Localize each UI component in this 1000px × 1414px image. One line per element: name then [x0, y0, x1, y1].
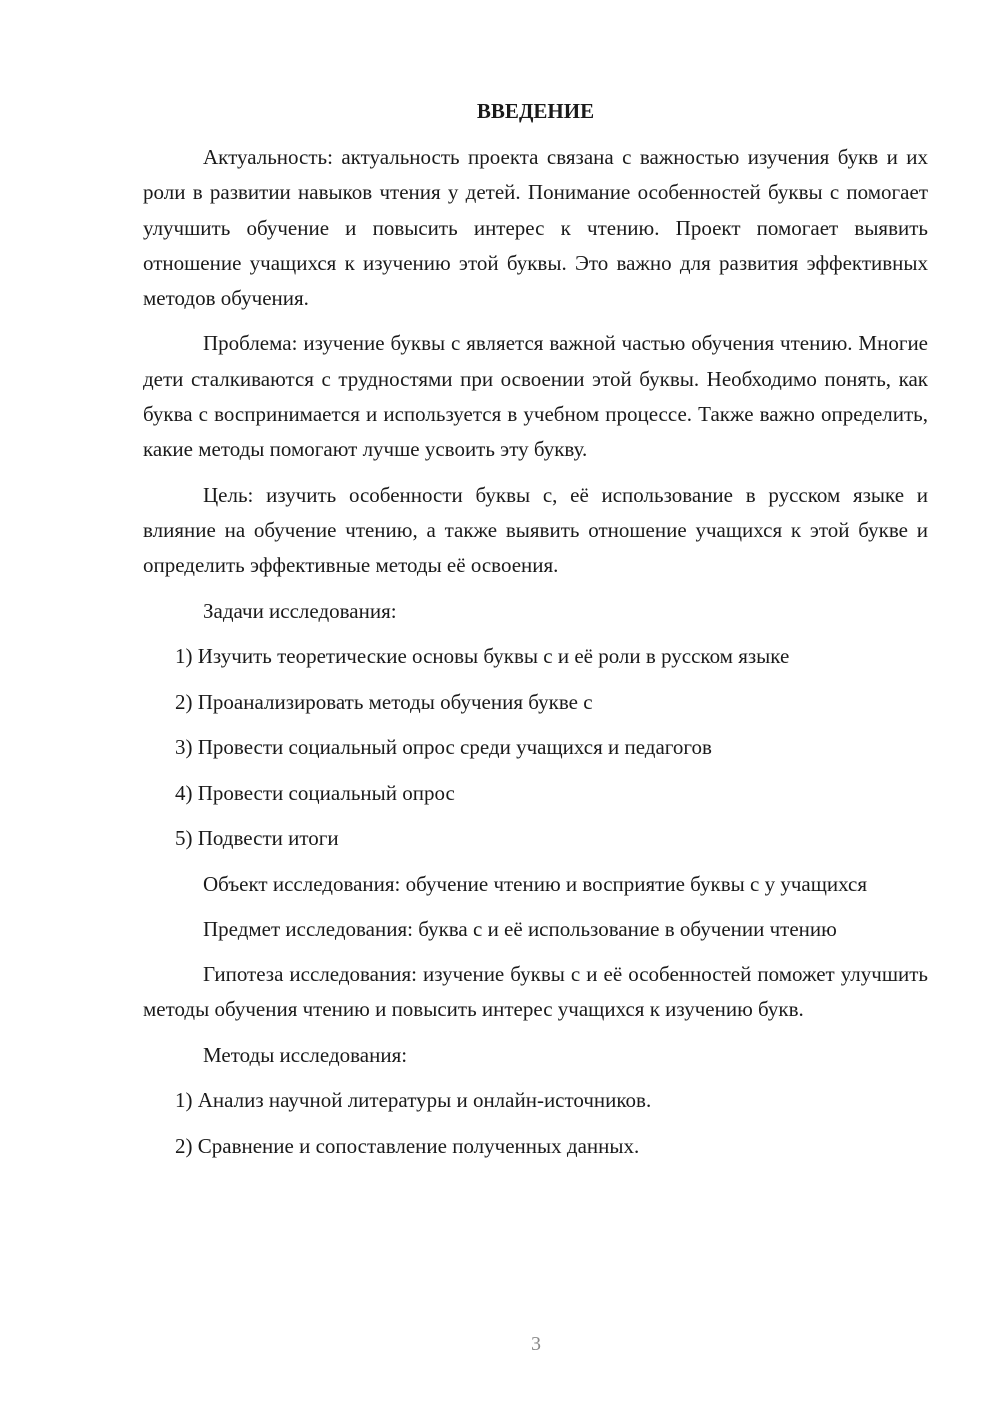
- hypothesis-paragraph: Гипотеза исследования: изучение буквы с и её особенностей поможет улучшить методы обучения чтению и повысить интерес учащихся к изучению букв.: [143, 962, 928, 1022]
- problem-paragraph: Проблема: изучение буквы с является важной частью обучения чтению. Многие дети сталкиваются с трудностями при освоении этой буквы. Необходимо понять, как буква с воспринимается и используется в учебном процессе. Также важно определить, какие методы помогают лучше усвоить эту букву.: [143, 331, 928, 462]
- methods-heading: Методы исследования:: [203, 1042, 408, 1067]
- subject-paragraph: Предмет исследования: буква с и её использование в обучении чтению: [203, 916, 837, 941]
- task-item: 1) Изучить теоретические основы буквы с и её роли в русском языке: [175, 644, 790, 669]
- task-item: 4) Провести социальный опрос: [175, 780, 455, 805]
- method-item: 1) Анализ научной литературы и онлайн-источников.: [175, 1088, 652, 1113]
- task-item: 5) Подвести итоги: [175, 826, 339, 851]
- relevance-paragraph: Актуальность: актуальность проекта связана с важностью изучения букв и их роли в развитии навыков чтения у детей. Понимание особенностей буквы с помогает улучшить обучение и повысить интерес к чтению. Проект помогает выявить отношение учащихся к изучению этой буквы. Это важно для развития эффективных методов обучения.: [143, 145, 928, 311]
- task-item: 3) Провести социальный опрос среди учащихся и педагогов: [175, 735, 712, 760]
- goal-paragraph: Цель: изучить особенности буквы с, её использование в русском языке и влияние на обучение чтению, а также выявить отношение учащихся к этой букве и определить эффективные методы её освоения.: [143, 482, 928, 578]
- page-number: 3: [531, 1333, 541, 1355]
- object-paragraph: Объект исследования: обучение чтению и восприятие буквы с у учащихся: [203, 871, 867, 896]
- page-title: ВВЕДЕНИЕ: [476, 99, 595, 123]
- method-item: 2) Сравнение и сопоставление полученных данных.: [175, 1133, 640, 1158]
- document-page: [143, 96, 928, 1164]
- task-item: 2) Проанализировать методы обучения букве с: [175, 689, 593, 714]
- tasks-heading: Задачи исследования:: [203, 598, 397, 623]
